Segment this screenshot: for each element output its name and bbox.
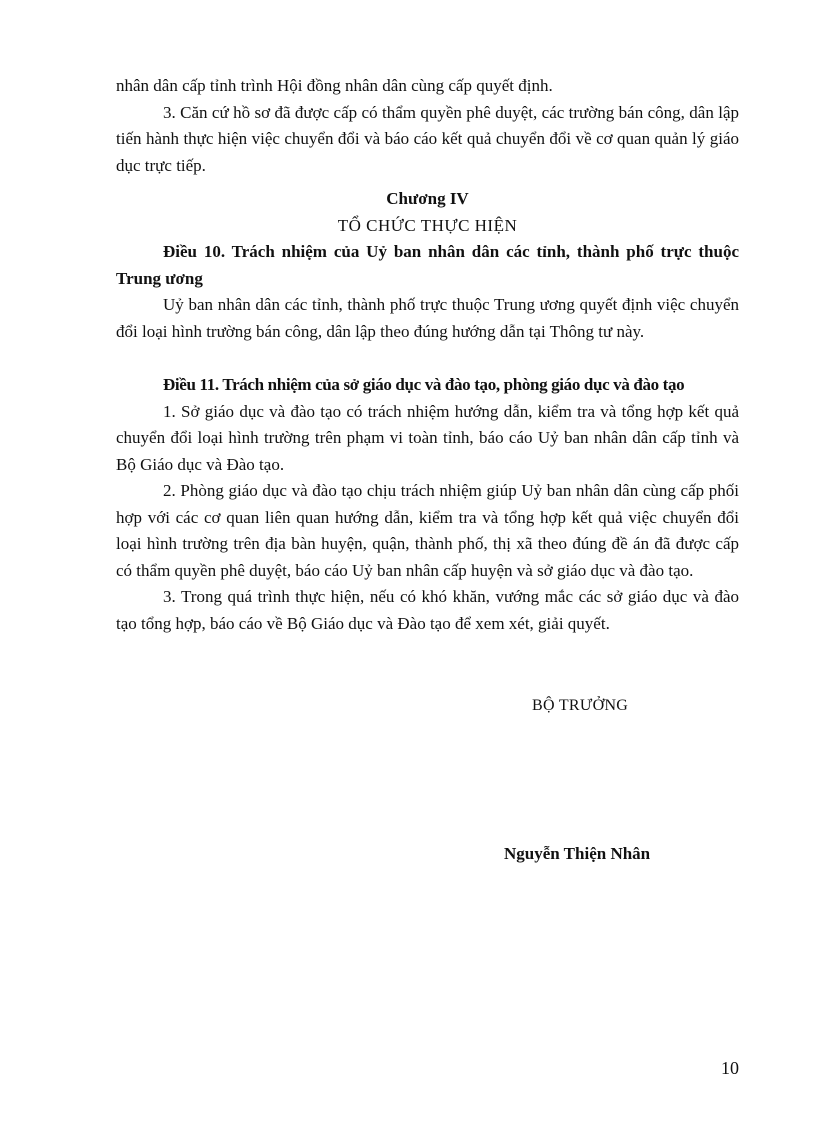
signer-role: BỘ TRƯỞNG xyxy=(532,697,629,714)
article-10-body: Uỷ ban nhân dân các tỉnh, thành phố trực thuộc Trung ương quyết định việc chuyển đổi loại hình trường bán công, dân lập theo đúng hướng dẫn tại Thông tư này. xyxy=(116,295,739,341)
article-11-item-1: 1. Sở giáo dục và đào tạo có trách nhiệm hướng dẫn, kiểm tra và tổng hợp kết quả chuyển đổi loại hình trường trên phạm vi toàn tỉnh, báo cáo Uỷ ban nhân dân cấp tỉnh và Bộ Giáo dục và Đào tạo. xyxy=(116,401,739,474)
page-number: 10 xyxy=(721,1058,739,1078)
article-11 xyxy=(116,372,739,637)
article-11-title: Điều 11. Trách nhiệm của sở giáo dục và đào tạo, phòng giáo dục và đào tạo xyxy=(163,375,685,394)
document-body xyxy=(116,73,739,179)
signer-name: Nguyễn Thiện Nhân xyxy=(504,844,651,863)
article-11-item-3: 3. Trong quá trình thực hiện, nếu có khó khăn, vướng mắc các sở giáo dục và đào tạo tổng hợp, báo cáo về Bộ Giáo dục và Đào tạo để xem xét, giải quyết. xyxy=(116,587,739,633)
paragraph-item-3: 3. Căn cứ hồ sơ đã được cấp có thẩm quyền phê duyệt, các trường bán công, dân lập tiến hành thực hiện việc chuyển đổi và báo cáo kết quả chuyển đổi về cơ quan quản lý giáo dục trực tiếp. xyxy=(116,102,739,175)
article-10 xyxy=(116,239,739,345)
chapter-number: Chương IV xyxy=(386,189,469,208)
chapter-title: TỔ CHỨC THỰC HIỆN xyxy=(337,215,518,235)
paragraph-continuation: nhân dân cấp tỉnh trình Hội đồng nhân dân cùng cấp quyết định. xyxy=(116,76,553,95)
article-11-item-2: 2. Phòng giáo dục và đào tạo chịu trách nhiệm giúp Uỷ ban nhân dân cùng cấp phối hợp với các cơ quan liên quan hướng dẫn, kiểm tra và tổng hợp kết quả việc chuyển đổi loại hình trường trên địa bàn huyện, quận, thành phố, thị xã theo đúng đề án đã được cấp có thẩm quyền phê duyệt, báo cáo Uỷ ban nhân cấp huyện và sở giáo dục và đào tạo. xyxy=(116,481,739,580)
article-10-title: Điều 10. Trách nhiệm của Uỷ ban nhân dân các tỉnh, thành phố trực thuộc Trung ương xyxy=(116,242,739,288)
chapter-heading-block xyxy=(116,186,739,239)
